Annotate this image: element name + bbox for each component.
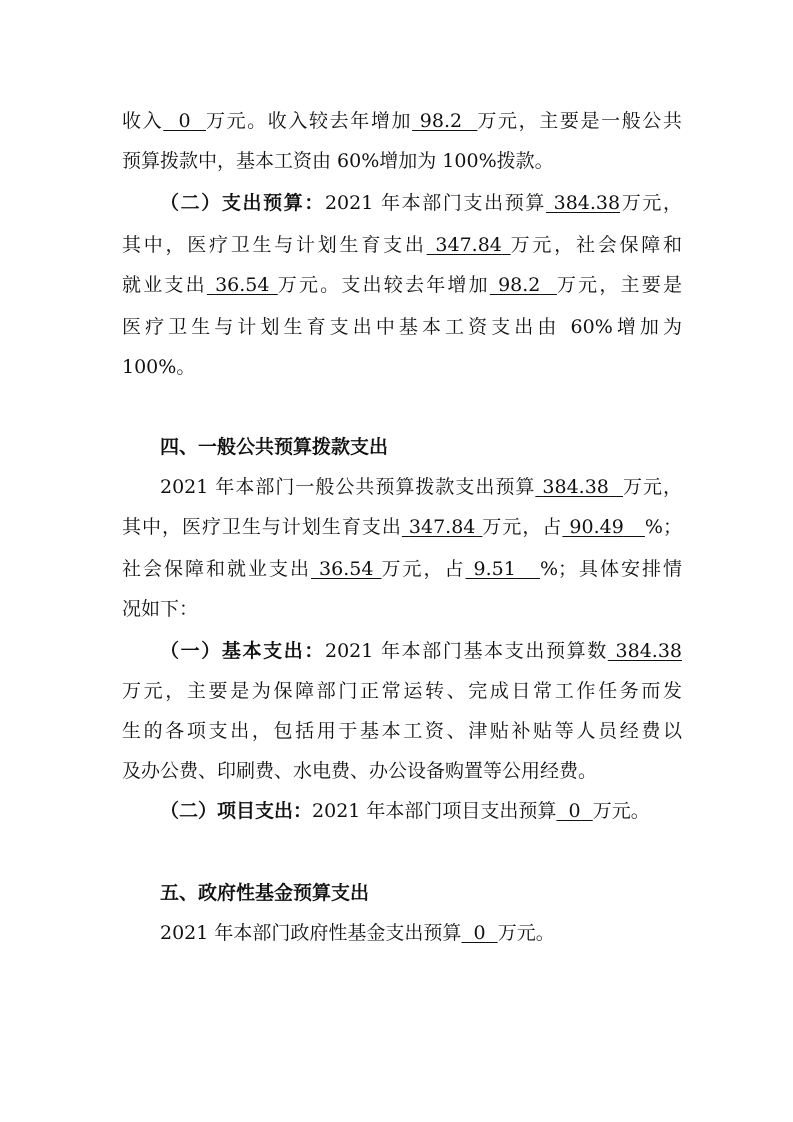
- value-fund-expenditure: 0: [473, 922, 486, 944]
- text-line: [160, 190, 682, 216]
- text: 社会保障和就业支出: [122, 558, 311, 580]
- value-general-budget: 384.38: [542, 476, 609, 498]
- text: 收入: [122, 110, 164, 132]
- text-line: [122, 272, 682, 298]
- text: 万元。: [497, 922, 555, 944]
- text-line: 医疗卫生与计划生育支出中基本工资支出由 60%增加为: [122, 316, 682, 338]
- paragraph-label: （二）支出预算：: [160, 192, 325, 214]
- text: 万元，: [620, 192, 682, 214]
- text-line: 及办公费、印刷费、水电费、办公设备购置等公用经费。: [122, 760, 598, 782]
- value-basic-expenditure: 384.38: [615, 640, 682, 662]
- value-social: 36.54: [319, 558, 374, 580]
- section-heading: 五、政府性基金预算支出: [160, 882, 370, 904]
- text: 万元，: [622, 476, 682, 498]
- text-line: 况如下：: [122, 598, 199, 620]
- value-health: 347.84: [408, 516, 476, 538]
- text: %；具体安排情: [539, 558, 682, 580]
- text-line: [122, 514, 682, 540]
- text-line: [160, 798, 682, 824]
- text-line: 生的各项支出，包括用于基本工资、津贴补贴等人员经费以: [122, 720, 682, 742]
- text-line: [122, 108, 682, 134]
- value-increase: 98.2: [419, 110, 463, 132]
- value-health-percent: 90.49: [569, 516, 624, 538]
- value-increase: 98.2: [498, 274, 541, 296]
- text: 万元，社会保障和: [510, 234, 682, 256]
- text-line: 100%。: [122, 356, 196, 378]
- value-social-percent: 9.51: [473, 558, 516, 580]
- value-social: 36.54: [215, 274, 270, 296]
- text: 其中，医疗卫生与计划生育支出: [122, 516, 402, 538]
- text-line: [160, 474, 682, 500]
- text: %；: [644, 516, 682, 538]
- text: 就业支出: [122, 274, 207, 296]
- text: 其中，医疗卫生与计划生育支出: [122, 234, 427, 256]
- paragraph-label: （二）项目支出：: [160, 800, 313, 822]
- value-income: 0: [178, 110, 191, 132]
- value-health: 347.84: [435, 234, 502, 256]
- text: 2021 年本部门基本支出预算数: [324, 640, 608, 662]
- text: 万元。: [592, 800, 650, 822]
- text: 2021 年本部门政府性基金支出预算: [160, 922, 462, 944]
- text: 万元，占: [482, 516, 563, 538]
- text: 万元，主要是一般公共: [477, 110, 682, 132]
- text: 万元。支出较去年增加: [277, 274, 490, 296]
- text-line: [160, 920, 682, 946]
- text: 万元，占: [381, 558, 466, 580]
- text-line: 预算拨款中，基本工资由 60%增加为 100%拨款。: [122, 150, 554, 172]
- text: 2021 年本部门支出预算: [324, 192, 546, 214]
- text-line: 万元，主要是为保障部门正常运转、完成日常工作任务而发: [122, 680, 682, 702]
- value-expenditure: 384.38: [553, 192, 621, 214]
- section-heading: 四、一般公共预算拨款支出: [160, 436, 389, 458]
- value-project-expenditure: 0: [568, 800, 581, 822]
- text-line: [122, 232, 682, 258]
- text: 2021 年本部门项目支出预算: [312, 800, 557, 822]
- text: 万元。收入较去年增加: [205, 110, 413, 132]
- text: 2021 年本部门一般公共预算拨款支出预算: [160, 476, 536, 498]
- text: 万元，主要是: [556, 274, 682, 296]
- text-line: [122, 556, 682, 582]
- text-line: [160, 638, 682, 664]
- paragraph-label: （一）基本支出：: [160, 640, 325, 662]
